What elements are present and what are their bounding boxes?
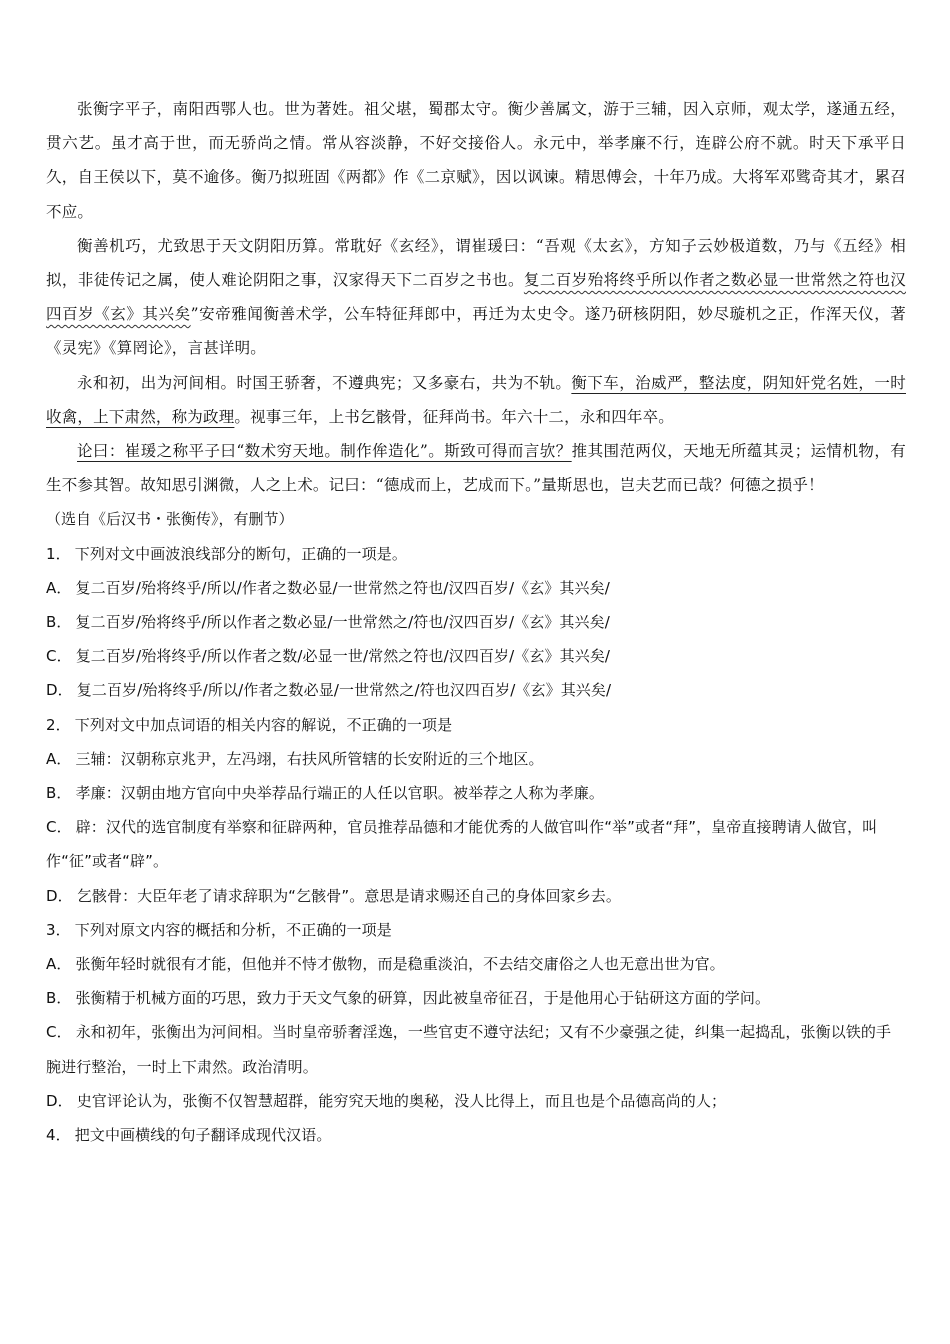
passage-text: 衡善机巧，尤致思于天文阴阳历算。常耽好《玄经》，谓崔瑗曰：“吾观《太玄》，方知子云妙极道数，乃与《五经》相拟，非徒传记之属，使人难论阴阳之事，汉家得天下二百岁之书也。 <box>46 236 906 290</box>
option-label: C． <box>46 1023 72 1042</box>
option-label: C． <box>46 818 72 837</box>
answer-option <box>46 1084 906 1118</box>
option-label: C． <box>46 647 72 666</box>
passage-text: 。视事三年，上书乞骸骨，征拜尚书。年六十二，永和四年卒。 <box>234 407 675 426</box>
option-text: 张衡精于机械方面的巧思，致力于天文气象的研算，因此被皇帝征召，于是他用心于钻研这方面的学问。 <box>75 989 771 1008</box>
question-stem <box>46 1118 906 1152</box>
option-label: A． <box>46 749 72 768</box>
passage-text: 推其围范两仪，天地无所蕴其灵；运情机物，有生不参其智。故知思引渊微，人之上术。记曰：“德成而上，艺成而下。”量斯思也，岂夫艺而已哉？何德之损乎！ <box>46 442 906 495</box>
question-text: 下列对原文内容的概括和分析，不正确的一项是 <box>74 920 392 939</box>
option-text: 孝廉：汉朝由地方官向中央举荐品行端正的人任以官职。被举荐之人称为孝廉。 <box>75 784 605 803</box>
option-text: 复二百岁/殆将终乎/所以/作者之数必显/一世常然之/符也汉四百岁/《玄》其兴矣/ <box>76 681 612 700</box>
answer-option <box>46 1015 906 1083</box>
underlined-sentence: 衡下车，治威严，整法度，阴知奸党名姓，一时收禽，上下肃然，称为政理 <box>46 373 906 426</box>
question-text: 下列对文中加点词语的相关内容的解说，不正确的一项是 <box>74 715 453 734</box>
option-text: 复二百岁/殆将终乎/所以/作者之数必显/一世常然之符也/汉四百岁/《玄》其兴矣/ <box>75 578 610 597</box>
question-text: 把文中画横线的句子翻译成现代汉语。 <box>74 1126 332 1145</box>
option-text: 复二百岁/殆将终乎/所以作者之数必显/一世常然之/符也/汉四百岁/《玄》其兴矣/ <box>75 613 610 632</box>
answer-option <box>46 981 906 1015</box>
passage-paragraph-2 <box>46 229 906 366</box>
option-label: D． <box>46 886 73 905</box>
passage-text: ”安帝雅闻衡善术学，公车特征拜郎中，再迁为太史令。遂乃研核阴阳，妙尽璇机之正，作浑天仪，著《灵宪》《算罔论》，言甚详明。 <box>46 305 906 358</box>
passage-text: 张衡字平子，南阳西鄂人也。世为著姓。祖父堪，蜀郡太守。衡少善属文，游于三辅，因入京师，观太学，遂通五经，贯六艺。虽才高于世，而无骄尚之情。常从容淡静，不好交接俗人。永元中，举孝廉不行，连辟公府不就。时天下承平日久，自王侯以下，莫不逾侈。衡乃拟班固《两都》作《二京赋》，因以讽谏。精思傅会，十年乃成。大将军邓骘奇其才，累召不应。 <box>46 100 906 221</box>
answer-option <box>46 673 906 707</box>
source-citation: （选自《后汉书・张衡传》，有删节） <box>46 510 294 529</box>
passage-paragraph-4 <box>46 434 906 502</box>
answer-option <box>46 605 906 639</box>
answer-option <box>46 742 906 776</box>
underlined-sentence: 论曰：崔瑗之称平子曰“数术穷天地。制作侔造化”。斯致可得而言欤？ <box>77 442 572 461</box>
answer-option <box>46 947 906 981</box>
passage-text: 永和初，出为河间相。时国王骄奢，不遵典宪；又多豪右，共为不轨。 <box>77 373 572 392</box>
option-text: 复二百岁/殆将终乎/所以作者之数/必显一世/常然之符也/汉四百岁/《玄》其兴矣/ <box>75 647 611 666</box>
option-label: A． <box>46 578 72 597</box>
passage-paragraph-3 <box>46 366 906 434</box>
question-number: 1． <box>46 544 71 563</box>
answer-option <box>46 810 906 878</box>
question-number: 2． <box>46 715 71 734</box>
option-label: D． <box>46 1091 73 1110</box>
option-text: 永和初年，张衡出为河间相。当时皇帝骄奢淫逸，一些官吏不遵守法纪；又有不少豪强之徒，纠集一起捣乱，张衡以铁的手腕进行整治，一时上下肃然。政治清明。 <box>46 1023 892 1076</box>
wavy-underlined-sentence: 复二百岁殆将终乎所以作者之数必显一世常然之符也汉四百岁《玄》其兴矣 <box>46 271 906 324</box>
option-label: B． <box>46 613 72 632</box>
option-text: 辟：汉代的选官制度有举察和征辟两种，官员推荐品德和才能优秀的人做官叫作“举”或者“拜”，皇帝直接聘请人做官，叫作“征”或者“辟”。 <box>46 818 878 871</box>
answer-option <box>46 639 906 673</box>
question-number: 4． <box>46 1126 71 1145</box>
answer-option <box>46 879 906 913</box>
document-page <box>46 92 906 1152</box>
passage-paragraph-1 <box>46 92 906 229</box>
option-label: B． <box>46 989 72 1008</box>
answer-option <box>46 571 906 605</box>
option-label: D． <box>46 681 73 700</box>
question-stem <box>46 537 906 571</box>
question-number: 3． <box>46 920 71 939</box>
option-label: B． <box>46 784 72 803</box>
question-text: 下列对文中画波浪线部分的断句，正确的一项是。 <box>74 544 407 563</box>
question-stem <box>46 913 906 947</box>
option-text: 史官评论认为，张衡不仅智慧超群，能穷究天地的奥秘，没人比得上，而且也是个品德高尚的人； <box>76 1091 727 1110</box>
option-text: 乞骸骨：大臣年老了请求辞职为“乞骸骨”。意思是请求赐还自己的身体回家乡去。 <box>76 886 622 905</box>
answer-option <box>46 776 906 810</box>
option-text: 三辅：汉朝称京兆尹，左冯翊，右扶风所管辖的长安附近的三个地区。 <box>75 749 544 768</box>
option-label: A． <box>46 955 72 974</box>
option-text: 张衡年轻时就很有才能，但他并不恃才傲物，而是稳重淡泊，不去结交庸俗之人也无意出世为官。 <box>75 955 725 974</box>
question-stem <box>46 708 906 742</box>
